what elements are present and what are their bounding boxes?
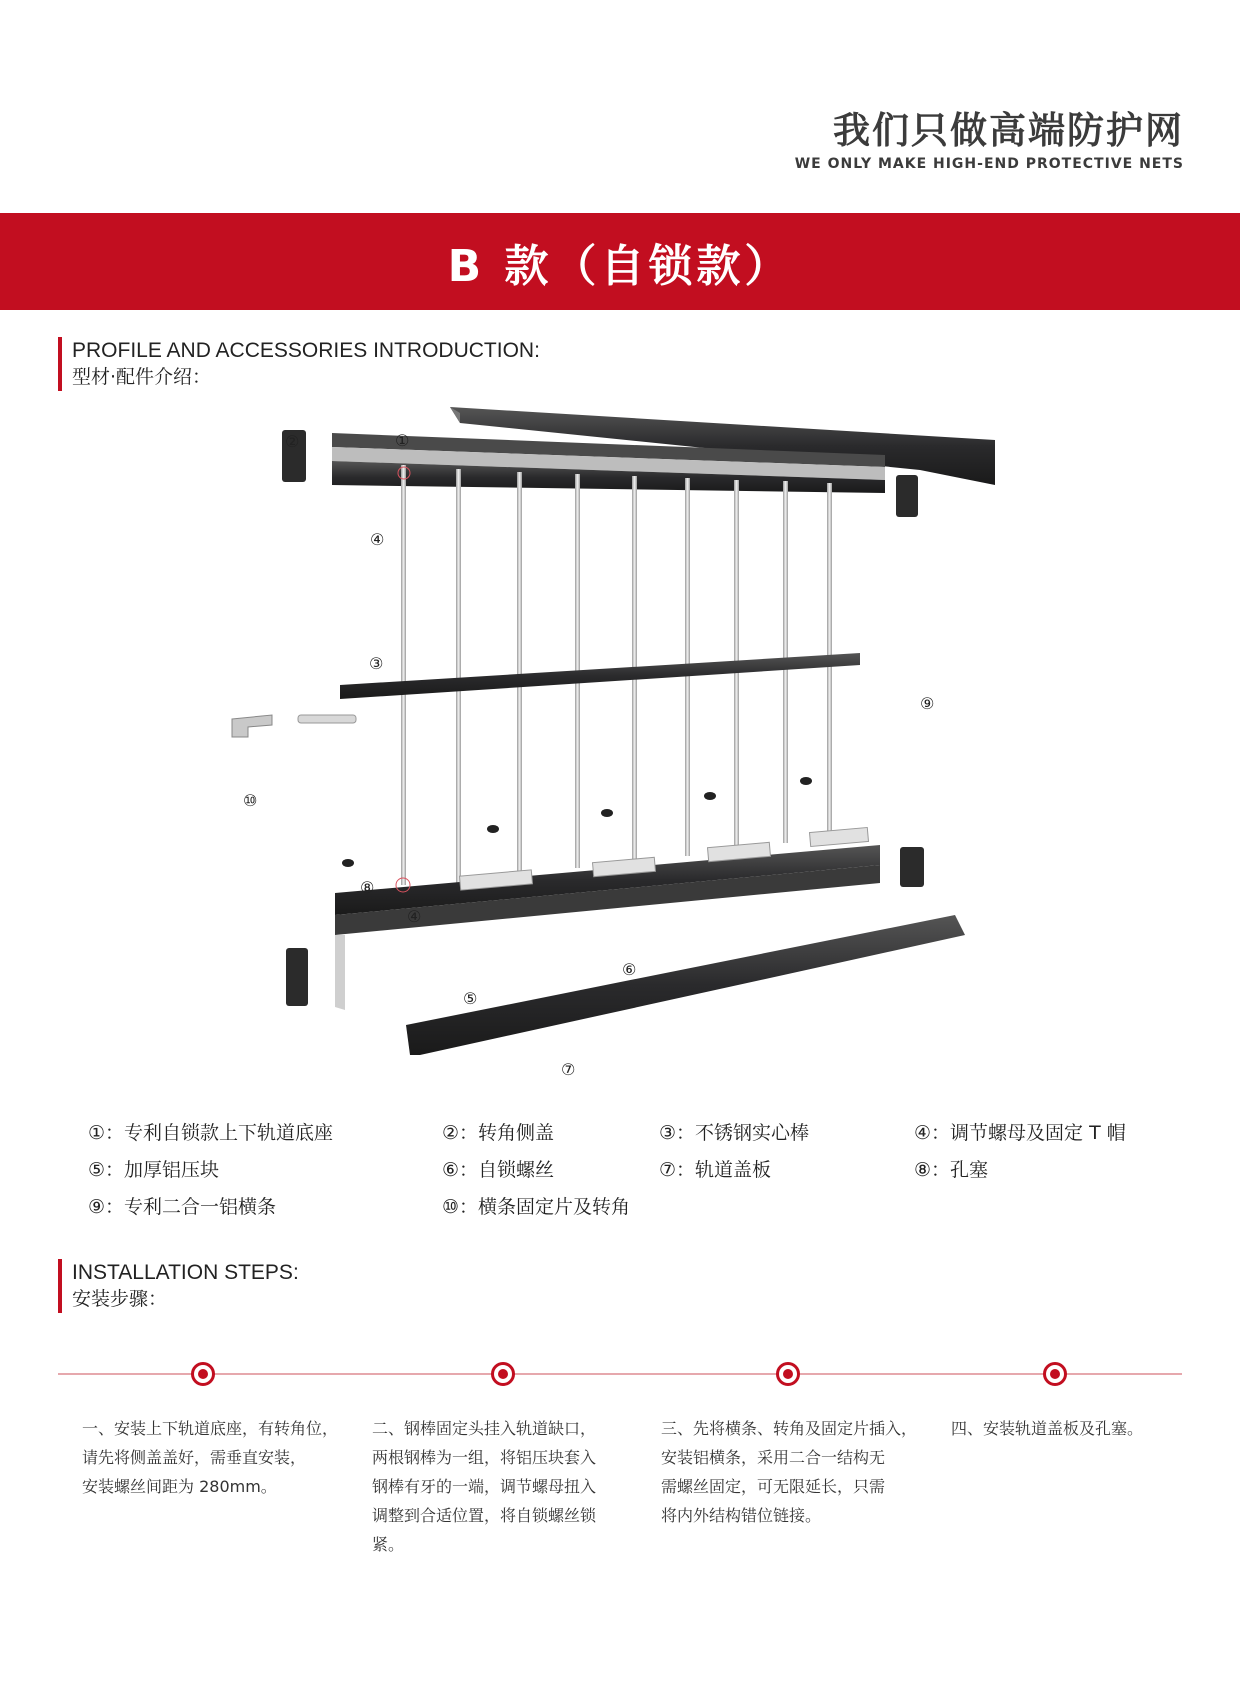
step-line: 一、安装上下轨道底座，有转角位， [82,1419,339,1438]
side-cap-top-right [896,475,918,517]
legend-item: ⑤：加厚铝压块 [88,1159,220,1181]
install-heading-cn: 安装步骤： [72,1288,168,1310]
step-line: 调整到合适位置，将自锁螺丝锁 [372,1506,597,1525]
callout-1: ① [395,431,410,450]
legend-item: ⑩：横条固定片及转角 [442,1196,631,1218]
parts-legend [88,1118,1188,1229]
callout-10: ⑩ [243,791,258,810]
step-line: 安装螺丝间距为 280mm。 [82,1477,277,1496]
step-line: 两根钢棒为一组，将铝压块套入 [372,1448,597,1467]
step-2-text [372,1414,637,1559]
side-cap-bottom-right [900,847,924,887]
callout-4-top: ④ [370,530,385,549]
cross-bar-fixing-parts [232,715,356,737]
callout-4-bottom: ④ [407,907,422,926]
step-line: 二、钢棒固定头挂入轨道缺口， [372,1419,597,1438]
brand-title-cn: 我们只做高端防护网 [833,109,1184,152]
step-dot-4 [1043,1362,1067,1386]
callout-9: ⑨ [920,694,935,713]
step-line: 安装铝横条，采用二合一结构无 [661,1448,886,1467]
brand-header [795,100,1184,172]
step-dot-1 [191,1362,215,1386]
legend-item: ⑦：轨道盖板 [659,1159,772,1181]
legend-item: ⑥：自锁螺丝 [442,1159,555,1181]
step-line: 将内外结构错位链接。 [661,1506,822,1525]
title-banner [0,213,1240,310]
legend-item: ⑧：孔塞 [914,1159,989,1181]
callout-3: ③ [369,654,384,673]
legend-item: ④：调节螺母及固定 T 帽 [914,1122,1126,1144]
legend-item: ⑨：专利二合一铝横条 [88,1196,277,1218]
step-line: 紧。 [372,1535,405,1554]
legend-item: ③：不锈钢实心棒 [659,1122,810,1144]
step-4-text [951,1414,1216,1443]
callout-2: ② [285,432,300,451]
profile-section-heading [58,337,540,391]
legend-item: ②：转角侧盖 [442,1122,555,1144]
step-line: 需螺丝固定，可无限延长，只需 [661,1477,886,1496]
step-3-text [661,1414,926,1530]
callout-6: ⑥ [622,960,637,979]
step-dot-2 [491,1362,515,1386]
page-title: B 款（自锁款） [447,240,793,292]
callout-5: ⑤ [463,989,478,1008]
brand-title-en: WE ONLY MAKE HIGH-END PROTECTIVE NETS [794,156,1184,172]
callout-8: ⑧ [360,878,375,897]
callout-7: ⑦ [561,1060,576,1079]
legend-item: ①：专利自锁款上下轨道底座 [88,1122,334,1144]
legend-row [88,1118,1188,1155]
side-cap-bottom-left [286,948,308,1006]
exploded-diagram [220,395,1020,1095]
step-line: 三、先将横条、转角及固定片插入， [661,1419,918,1438]
step-1-text [82,1414,347,1501]
steps-timeline [58,1373,1182,1375]
profile-heading-en: PROFILE AND ACCESSORIES INTRODUCTION: [72,339,540,362]
install-heading-en: INSTALLATION STEPS: [72,1261,299,1284]
bottom-cover-plate [406,915,965,1055]
cross-bar [340,653,860,699]
install-section-heading [58,1259,299,1313]
step-line: 请先将侧盖盖好，需垂直安装， [82,1448,307,1467]
legend-row [88,1155,1188,1192]
profile-heading-cn: 型材·配件介绍： [72,366,212,388]
step-line: 四、安装轨道盖板及孔塞。 [951,1419,1144,1438]
step-dot-3 [776,1362,800,1386]
legend-row [88,1192,1188,1229]
step-line: 钢棒有牙的一端，调节螺母扭入 [372,1477,597,1496]
